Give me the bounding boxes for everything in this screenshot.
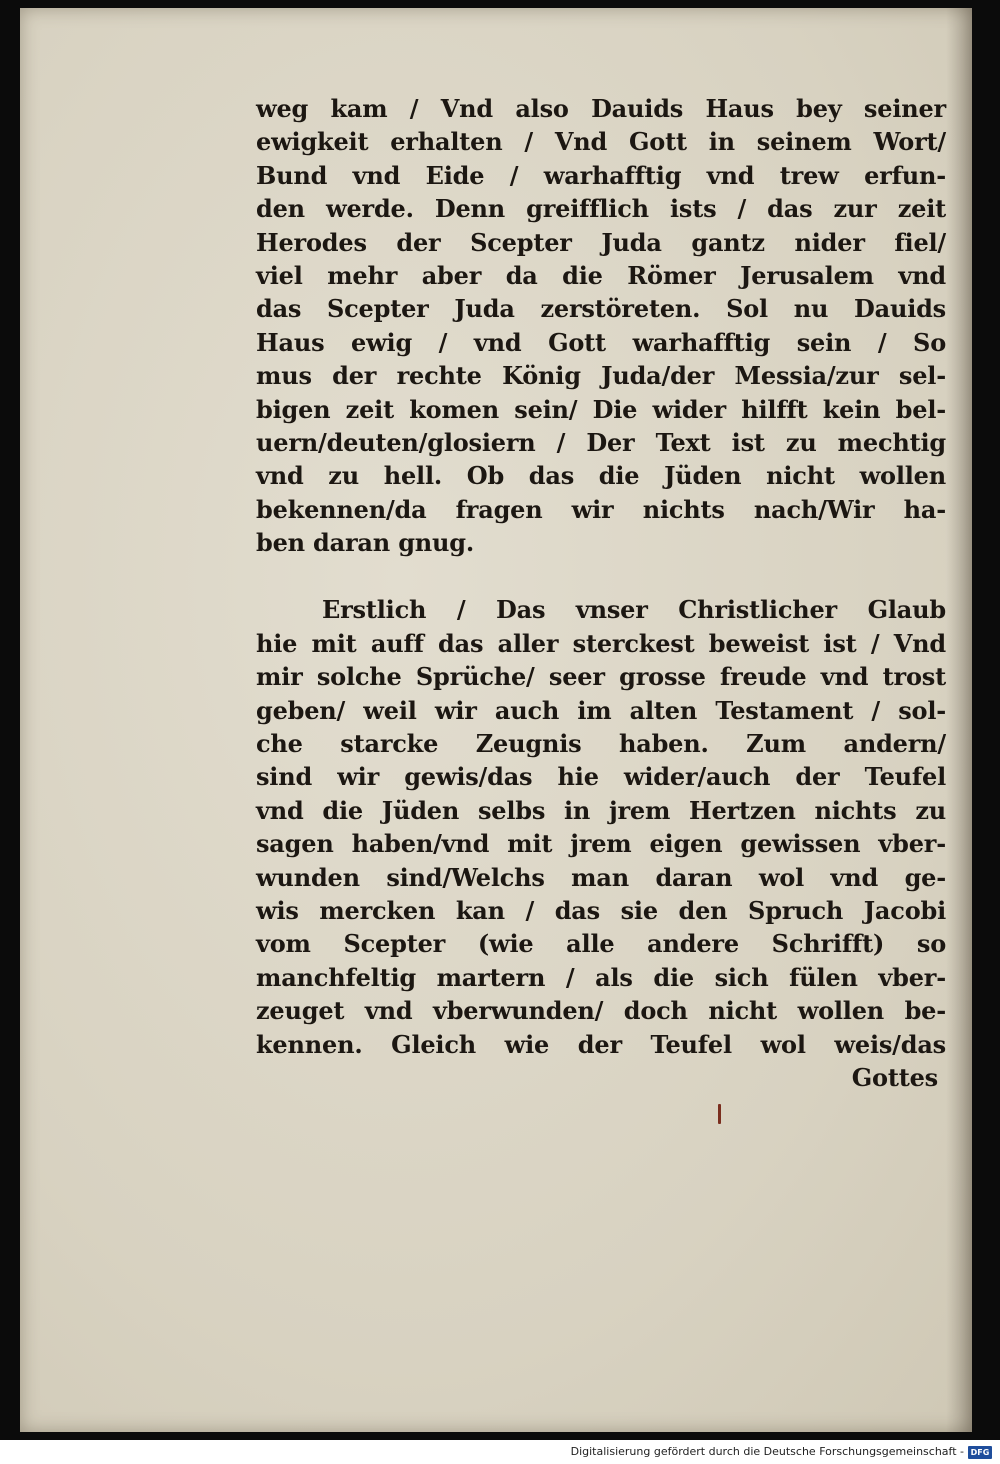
text-line: bekennen/da fragen wir nichts nach/Wir ha- [256, 494, 946, 524]
text-line: manchfeltig martern / als die sich fülen vber- [256, 962, 946, 992]
digitization-credit: Digitalisierung gefördert durch die Deutsche Forschungsgemeinschaft - [570, 1445, 964, 1458]
text-line: Herodes der Scepter Juda gantz nider fiel/ [256, 227, 946, 257]
text-line: wunden sind/Welchs man daran wol vnd ge- [256, 862, 946, 892]
text-line: kennen. Gleich wie der Teufel wol weis/das [256, 1029, 946, 1059]
text-line: sagen haben/vnd mit jrem eigen gewissen vber- [256, 829, 946, 859]
page-text [256, 92, 946, 1095]
text-line: bigen zeit komen sein/ Die wider hilfft kein bel- [256, 394, 946, 424]
text-line: che starcke Zeugnis haben. Zum andern/ [256, 729, 946, 759]
text-line: wis mercken kan / das sie den Spruch Jacobi [256, 895, 946, 925]
text-line: den werde. Denn greifflich ists / das zur zeit [256, 194, 946, 224]
text-line: sind wir gewis/das hie wider/auch der Teufel [256, 762, 946, 792]
text-line: viel mehr aber da die Römer Jerusalem vnd [256, 260, 946, 290]
text-line: ewigkeit erhalten / Vnd Gott in seinem Wort/ [256, 127, 946, 157]
text-line: mir solche Sprüche/ seer grosse freude vnd trost [256, 662, 946, 692]
ink-speck [718, 1104, 721, 1124]
text-line: Bund vnd Eide / warhafftig vnd trew erfun- [256, 160, 946, 190]
text-line: vom Scepter (wie alle andere Schrifft) so [256, 929, 946, 959]
text-line: vnd die Jüden selbs in jrem Hertzen nichts zu [256, 795, 946, 825]
text-line: weg kam / Vnd also Dauids Haus bey seiner [256, 94, 946, 123]
text-line: hie mit auff das aller sterckest beweist ist / Vnd [256, 628, 946, 658]
paragraph-1 [256, 92, 946, 559]
text-line: geben/ weil wir auch im alten Testament / sol- [256, 695, 946, 725]
paragraph-2 [256, 593, 946, 1060]
text-line: das Scepter Juda zerstöreten. Sol nu Dauids [256, 294, 946, 324]
text-line: ben daran gnug. [256, 528, 475, 558]
text-line: vnd zu hell. Ob das die Jüden nicht wollen [256, 461, 946, 491]
text-line: uern/deuten/glosiern / Der Text ist zu mechtig [256, 427, 946, 457]
catchword: Gottes [851, 1062, 938, 1092]
text-line: Haus ewig / vnd Gott warhafftig sein / So [256, 327, 946, 357]
text-line: Erstlich / Das vnser Christlicher Glaub [322, 595, 946, 625]
text-line: zeuget vnd vberwunden/ doch nicht wollen be- [256, 996, 946, 1026]
text-line: mus der rechte König Juda/der Messia/zur sel- [256, 361, 946, 391]
dfg-logo: DFG [968, 1446, 992, 1459]
